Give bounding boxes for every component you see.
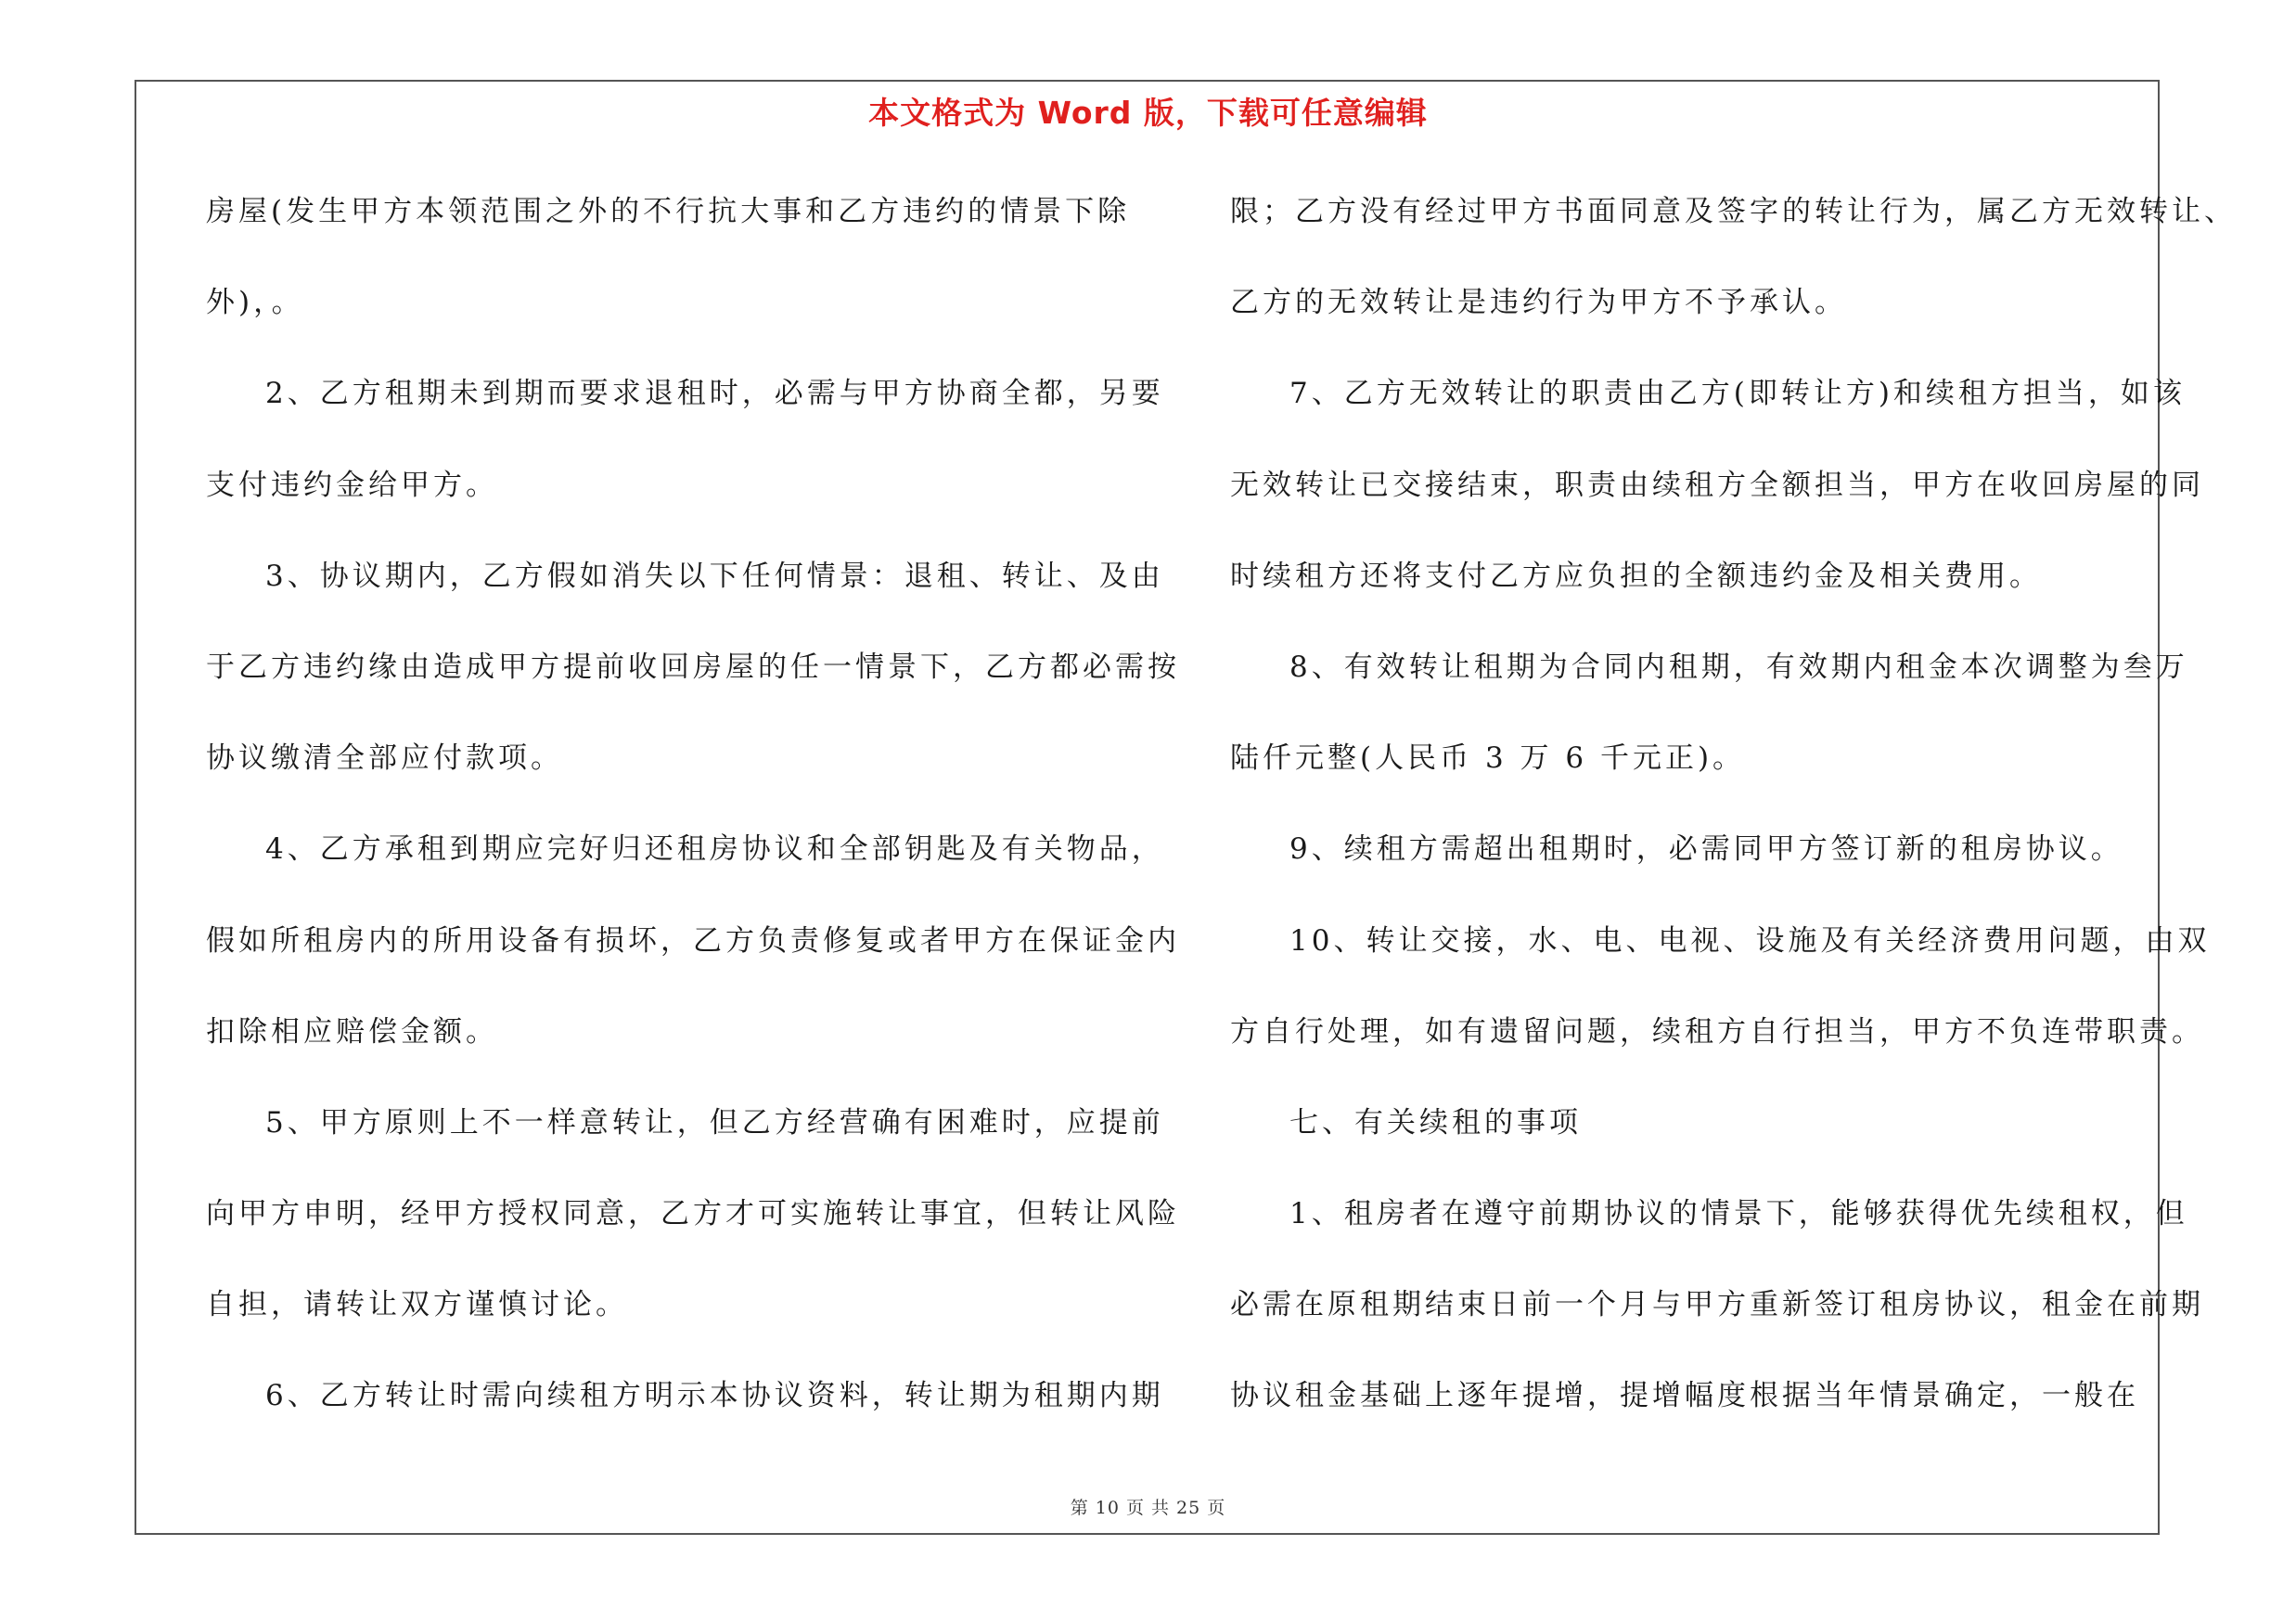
right-column-line: 限；乙方没有经过甲方书面同意及签字的转让行为，属乙方无效转让、: [1230, 195, 2237, 228]
left-column-line: 6、乙方转让时需向续租方明示本协议资料，转让期为租期内期: [265, 1379, 1164, 1413]
left-column-line: 支付违约金给甲方。: [206, 468, 498, 502]
right-column-line: 协议租金基础上逐年提增，提增幅度根据当年情景确定，一般在: [1230, 1379, 2139, 1413]
left-column-line: 协议缴清全部应付款项。: [206, 741, 563, 776]
left-column-line: 向甲方申明，经甲方授权同意，乙方才可实施转让事宜，但转让风险: [206, 1197, 1180, 1231]
header-banner: 本文格式为 Word 版，下载可任意编辑: [868, 95, 1428, 131]
right-text-column: [1230, 182, 2237, 1458]
left-column-line: 4、乙方承租到期应完好归还租房协议和全部钥匙及有关物品，: [265, 832, 1164, 867]
left-column-line: 扣除相应赔偿金额。: [206, 1014, 498, 1049]
left-column-line: 3、协议期内，乙方假如消失以下任何情景：退租、转让、及由: [265, 559, 1164, 593]
right-column-line: 必需在原租期结束日前一个月与甲方重新签订租房协议，租金在前期: [1230, 1288, 2204, 1322]
right-column-line: 无效转让已交接结束，职责由续租方全额担当，甲方在收回房屋的同: [1230, 468, 2204, 502]
right-column-line: 9、续租方需超出租期时，必需同甲方签订新的租房协议。: [1289, 832, 2123, 867]
right-column-line: 乙方的无效转让是违约行为甲方不予承认。: [1230, 286, 1847, 320]
left-text-column: [206, 182, 1180, 1458]
left-column-line: 于乙方违约缘由造成甲方提前收回房屋的任一情景下，乙方都必需按: [206, 650, 1180, 684]
right-column-line: 方自行处理，如有遗留问题，续租方自行担当，甲方不负连带职责。: [1230, 1014, 2204, 1049]
right-column-line: 七、有关续租的事项: [1289, 1105, 1582, 1140]
left-column-line: 2、乙方租期未到期而要求退租时，必需与甲方协商全都，另要: [265, 377, 1164, 411]
right-column-line: 8、有效转让租期为合同内租期，有效期内租金本次调整为叁万: [1289, 650, 2188, 684]
right-column-line: 陆仟元整(人民币 3 万 6 千元正)。: [1230, 741, 1746, 776]
left-column-line: 外)，。: [206, 286, 304, 320]
right-column-line: 10、转让交接，水、电、电视、设施及有关经济费用问题，由双: [1289, 923, 2211, 958]
left-column-line: 5、甲方原则上不一样意转让，但乙方经营确有困难时，应提前: [265, 1105, 1164, 1140]
left-column-line: 假如所租房内的所用设备有损坏，乙方负责修复或者甲方在保证金内: [206, 923, 1180, 958]
left-column-line: 自担，请转让双方谨慎讨论。: [206, 1288, 628, 1322]
right-column-line: 1、租房者在遵守前期协议的情景下，能够获得优先续租权，但: [1289, 1197, 2188, 1231]
page-number-footer: 第 10 页 共 25 页: [1070, 1498, 1226, 1518]
left-column-line: 房屋(发生甲方本领范围之外的不行抗大事和乙方违约的情景下除: [206, 195, 1131, 228]
right-column-line: 7、乙方无效转让的职责由乙方(即转让方)和续租方担当，如该: [1289, 377, 2186, 411]
right-column-line: 时续租方还将支付乙方应负担的全额违约金及相关费用。: [1230, 559, 2042, 593]
